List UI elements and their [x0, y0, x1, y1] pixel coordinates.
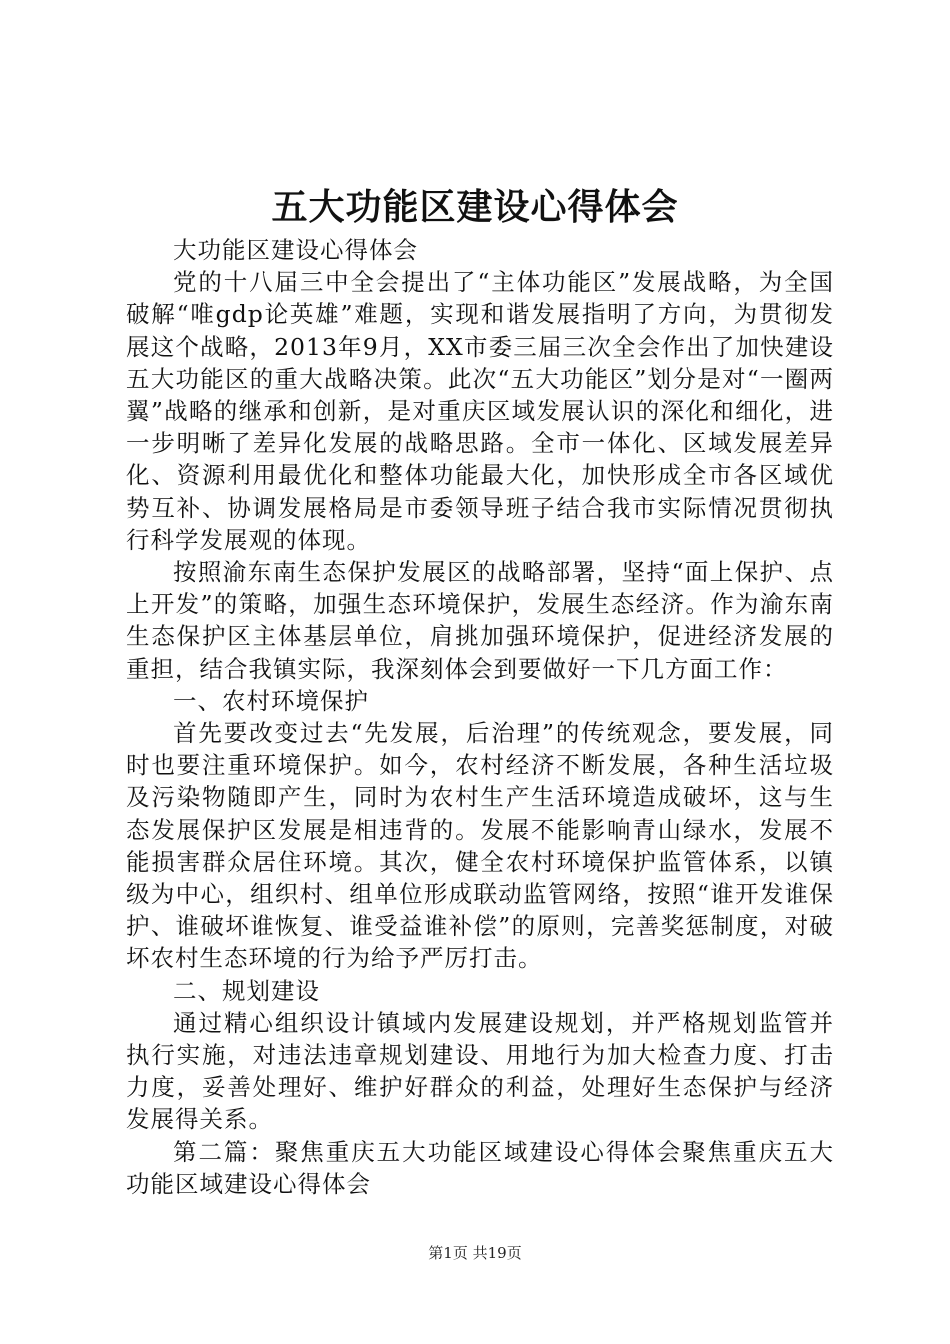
- paragraph-environment: 首先要改变过去“先发展，后治理”的传统观念，要发展，同时也要注重环境保护。如今，农村经济不断发展，各种生活垃圾及污染物随即产生，同时为农村生产生活环境造成破坏，这与生态发展保护区发展是相违背的。发展不能影响青山绿水，发展不能损害群众居住环境。其次，健全农村环境保护监管体系，以镇级为中心，组织村、组单位形成联动监管网络，按照“谁开发谁保护、谁破坏谁恢复、谁受益谁补偿”的原则，完善奖惩制度，对破坏农村生态环境的行为给予严厉打击。: [126, 719, 834, 973]
- paragraph-intro: 党的十八届三中全会提出了“主体功能区”发展战略，为全国破解“唯gdp论英雄”难题，实现和谐发展指明了方向，为贯彻发展这个战略，2013年9月，XX市委三届三次全会作出了加快建设五大功能区的重大战略决策。此次“五大功能区”划分是对“一圈两翼”战略的继承和创新，是对重庆区域发展认识的深化和细化，进一步明晰了差异化发展的战略思路。全市一体化、区域发展差异化、资源利用最优化和整体功能最大化，加快形成全市各区域优势互补、协调发展格局是市委领导班子结合我市实际情况贯彻执行科学发展观的体现。: [126, 268, 834, 554]
- paragraph-planning: 通过精心组织设计镇域内发展建设规划，并严格规划监管并执行实施，对违法违章规划建设、用地行为加大检查力度、打击力度，妥善处理好、维护好群众的利益，处理好生态保护与经济发展得关系。: [126, 1008, 834, 1134]
- page-number-footer: 第1页 共19页: [428, 1244, 522, 1262]
- paragraph-subtitle: 大功能区建设心得体会: [173, 236, 418, 264]
- section-heading-planning: 二、规划建设: [173, 976, 320, 1005]
- paragraph-strategy: 按照渝东南生态保护发展区的战略部署，坚持“面上保护、点上开发”的策略，加强生态环境保护，发展生态经济。作为渝东南生态保护区主体基层单位，肩挑加强环境保护，促进经济发展的重担，结合我镇实际，我深刻体会到要做好一下几方面工作：: [126, 558, 834, 683]
- section-heading-environment: 一、农村环境保护: [173, 686, 369, 715]
- document-body: [126, 234, 834, 1200]
- document-title: 五大功能区建设心得体会: [271, 186, 679, 228]
- paragraph-second-article: 第二篇：聚焦重庆五大功能区域建设心得体会聚焦重庆五大功能区域建设心得体会: [126, 1137, 834, 1198]
